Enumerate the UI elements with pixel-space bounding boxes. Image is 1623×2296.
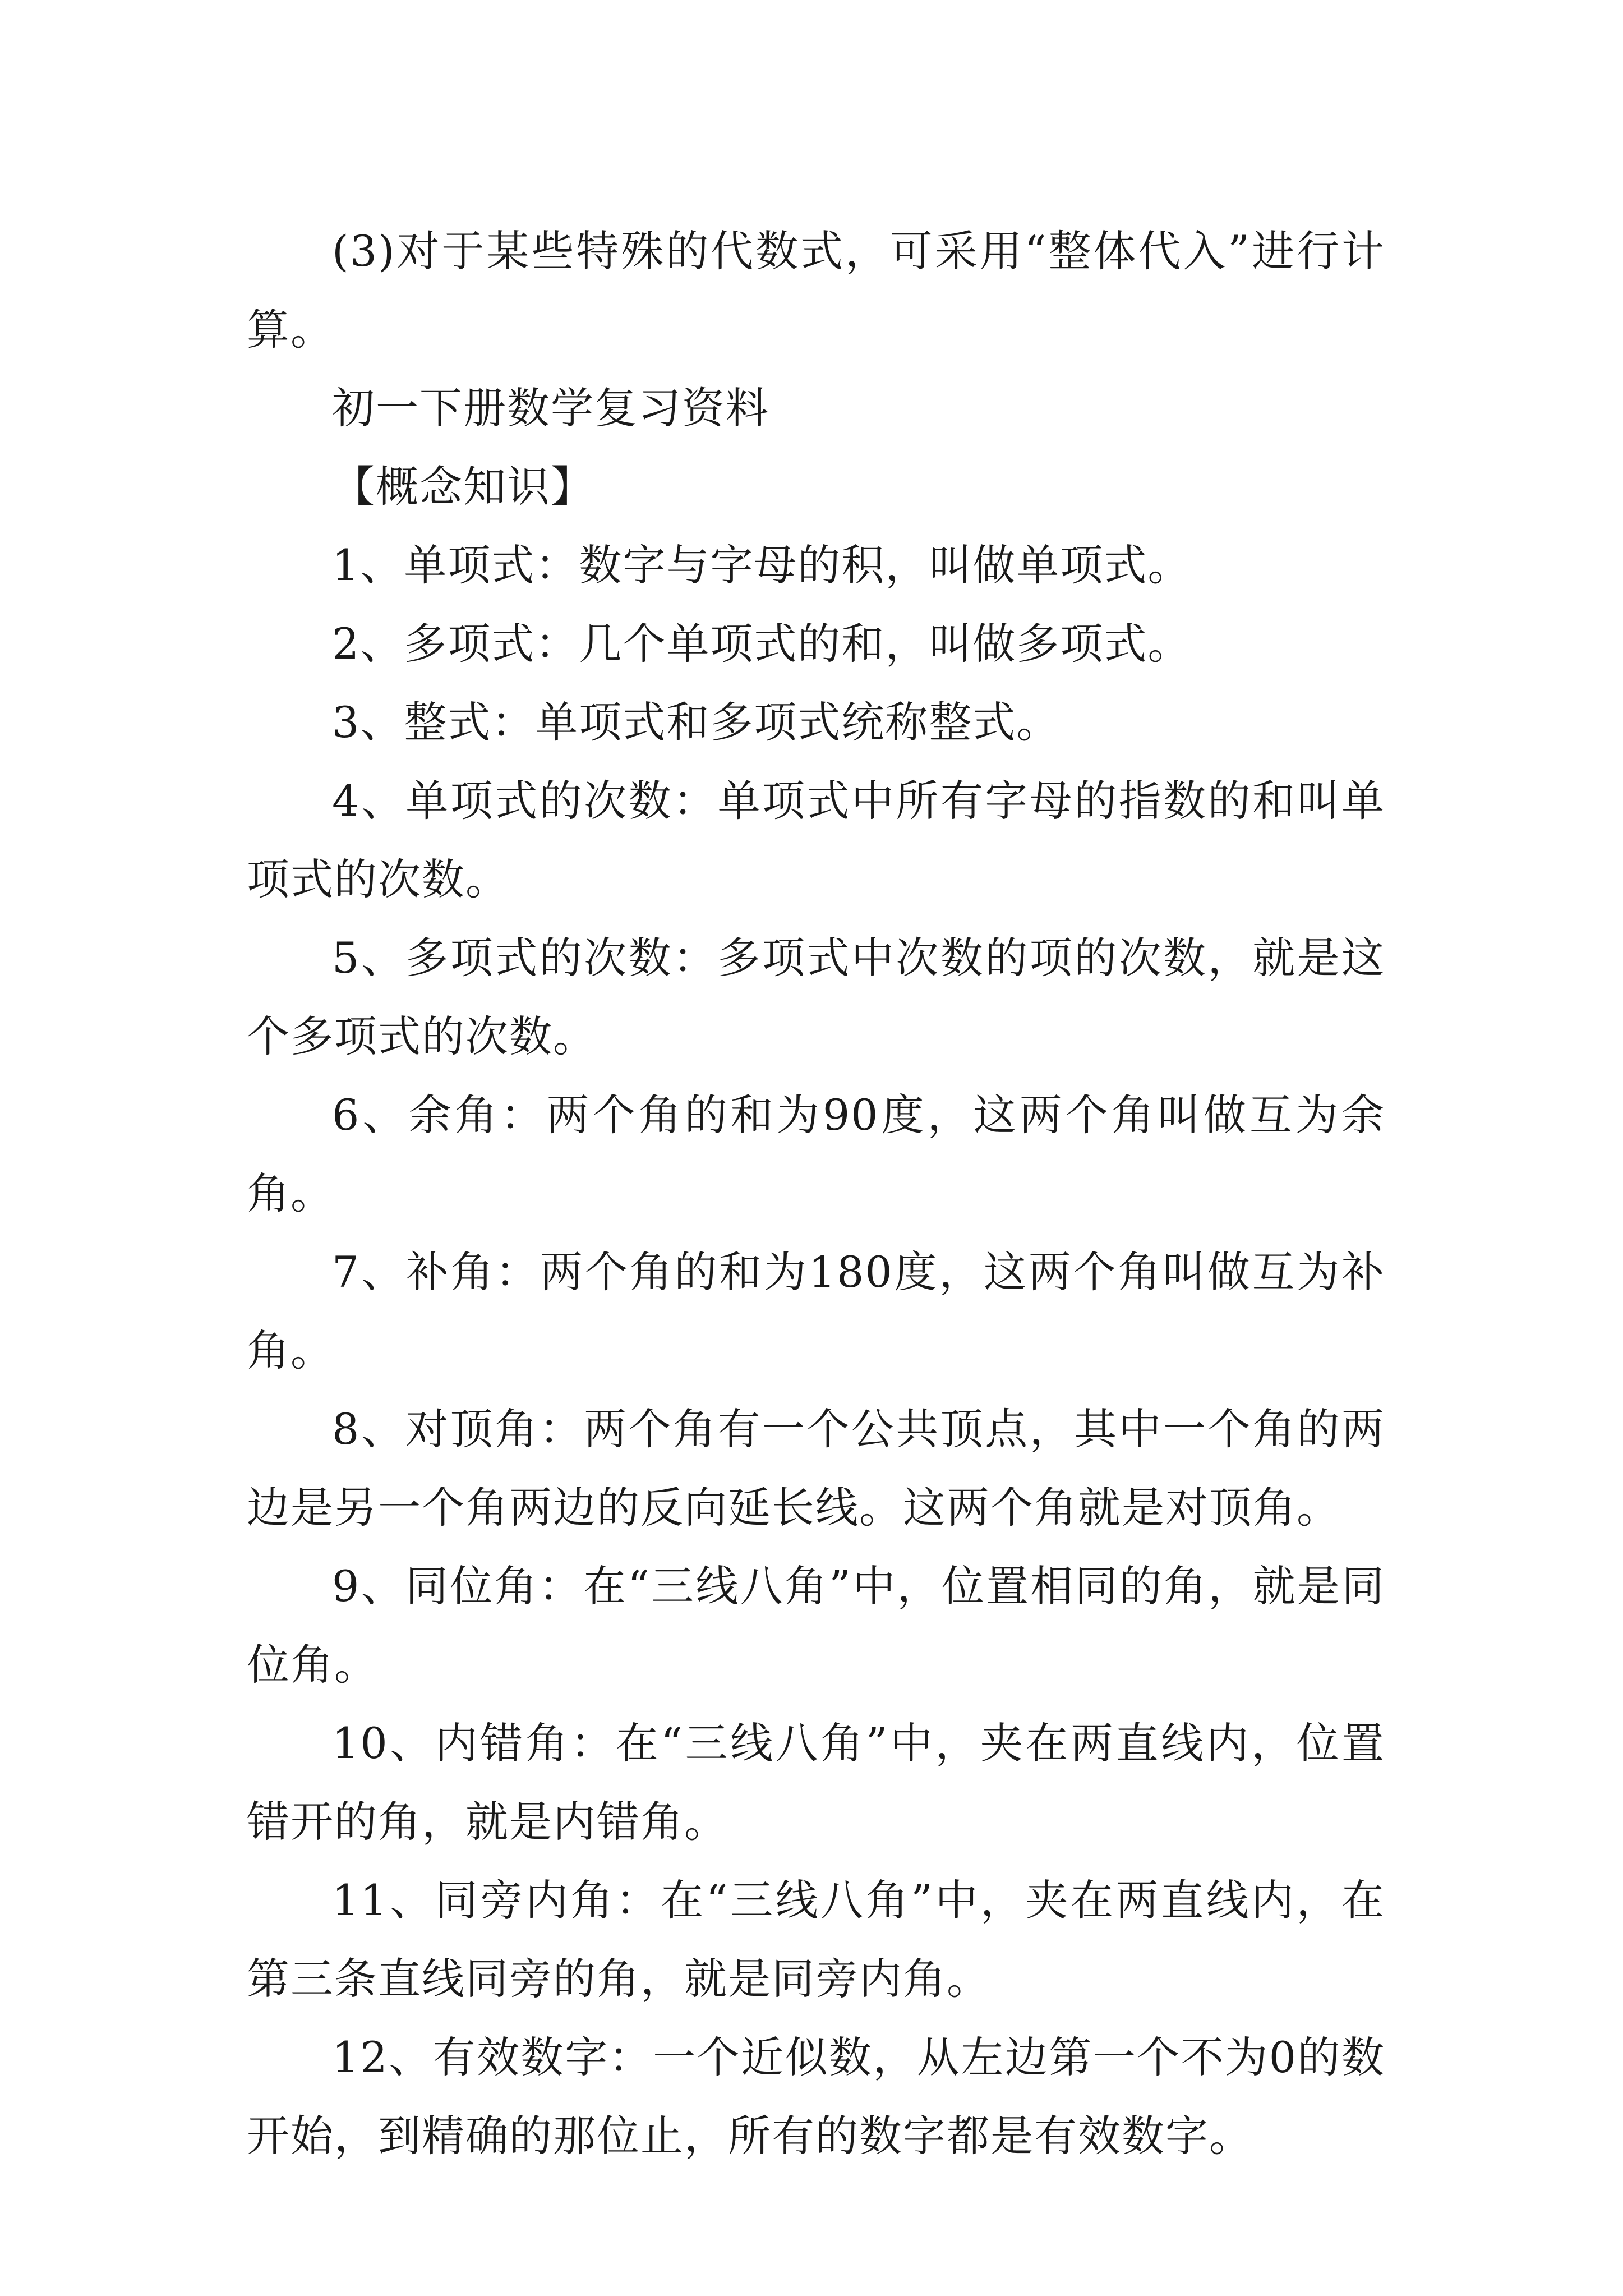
- paragraph-item-11: 11、同旁内角：在“三线八角”中，夹在两直线内，在第三条直线同旁的角，就是同旁内角。: [247, 1875, 1385, 2004]
- paragraph-item-1: 1、单项式：数字与字母的积，叫做单项式。: [332, 540, 1192, 590]
- paragraph-item-6: 6、余角：两个角的和为90度，这两个角叫做互为余角。: [247, 1090, 1385, 1218]
- paragraph-item-7: 7、补角：两个角的和为180度，这两个角叫做互为补角。: [247, 1247, 1385, 1375]
- paragraph-item-3: 3、整式：单项式和多项式统称整式。: [332, 697, 1061, 747]
- paragraph-item-9: 9、同位角：在“三线八角”中，位置相同的角，就是同位角。: [247, 1561, 1385, 1690]
- paragraph-item-5: 5、多项式的次数：多项式中次数的项的次数，就是这个多项式的次数。: [247, 933, 1385, 1061]
- paragraph-item-10: 10、内错角：在“三线八角”中，夹在两直线内，位置错开的角，就是内错角。: [247, 1718, 1385, 1847]
- text-body: [247, 212, 1385, 2175]
- paragraph-item-8: 8、对顶角：两个角有一个公共顶点，其中一个角的两边是另一个角两边的反向延长线。这两个角就是对顶角。: [247, 1404, 1385, 1533]
- paragraph-item-2: 2、多项式：几个单项式的和，叫做多项式。: [332, 619, 1192, 669]
- section-title: 初一下册数学复习资料: [332, 383, 769, 433]
- paragraph-item-12: 12、有效数字：一个近似数，从左边第一个不为0的数开始，到精确的那位止，所有的数字都是有效数字。: [247, 2032, 1385, 2161]
- section-heading-concepts: 【概念知识】: [332, 462, 594, 512]
- paragraph-item-4: 4、单项式的次数：单项式中所有字母的指数的和叫单项式的次数。: [247, 776, 1385, 904]
- paragraph-algebra-note: (3)对于某些特殊的代数式，可采用“整体代入”进行计算。: [247, 226, 1385, 355]
